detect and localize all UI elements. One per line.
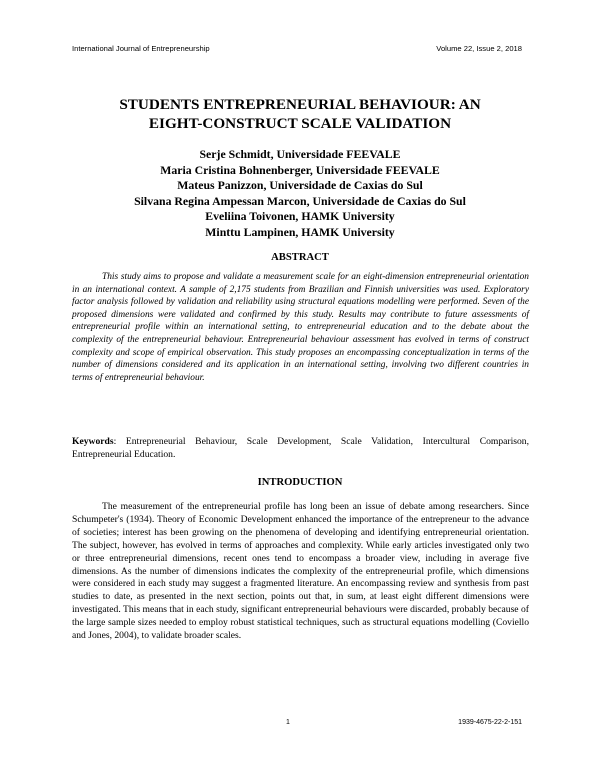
author: Minttu Lampinen, HAMK University	[205, 224, 395, 239]
author: Eveliina Toivonen, HAMK University	[205, 209, 395, 223]
issn-footer: 1939-4675-22-2-151	[458, 719, 522, 726]
introduction-text: The measurement of the entrepreneurial profile has long been an issue of debate among researchers. Since Schumpeter's (1934). Theory of Economic Development enhanced the importance of the entrepreneur to the advance of societies; interest has been growing on the phenomena of developing and identifying entrepreneurial orientation. The subject, however, has evolved in terms of approaches and complexity. While early articles investigated only two or three entrepreneurial dimensions, recent ones tend to encompass a broader view, including in average five dimensions. As the number of dimensions indicates the complexity of the entrepreneurial profile, which dimensions were considered in each study may suggest a fragmented literature. An encompassing review and synthesis from past studies to date, as presented in the next section, points out that, in sum, at least eight different dimensions were investigated. This means that in each study, significant entrepreneurial behaviours were discarded, probably because of the large sample sizes needed to employ robust statistical techniques, such as structural equations modelling (Coviello and Jones, 2004), to validate broader scales.	[72, 501, 529, 642]
author: Silvana Regina Ampessan Marcon, Universidade de Caxias do Sul	[134, 193, 466, 208]
author-list	[60, 147, 540, 240]
introduction-heading: INTRODUCTION	[257, 477, 343, 488]
keywords	[72, 436, 529, 461]
running-header-volume: Volume 22, Issue 2, 2018	[436, 44, 522, 53]
title-line: STUDENTS ENTREPRENEURIAL BEHAVIOUR: AN	[119, 96, 481, 113]
running-header-journal: International Journal of Entrepreneurship	[72, 44, 210, 53]
author: Mateus Panizzon, Universidade de Caxias do Sul	[177, 178, 423, 192]
author: Maria Cristina Bohnenberger, Universidade FEEVALE	[160, 162, 440, 177]
page-number: 1	[286, 719, 290, 726]
paper-title	[60, 95, 540, 133]
title-line: EIGHT-CONSTRUCT SCALE VALIDATION	[148, 115, 452, 132]
keywords-label: Keywords	[72, 436, 114, 447]
keywords-text: : Entrepreneurial Behaviour, Scale Development, Scale Validation, Intercultural Comparison, Entrepreneurial Education.	[72, 436, 529, 460]
abstract-heading: ABSTRACT	[271, 252, 329, 263]
abstract-text: This study aims to propose and validate a measurement scale for an eight-dimension entrepreneurial orientation in an international context. A sample of 2,175 students from Brazilian and Finnish universities was used. Exploratory factor analysis followed by validation and reliability using structural equations modelling were performed. Seven of the proposed dimensions were validated and confirmed by this study. Results may contribute to future assessments of entrepreneurial profile within an international setting, to entrepreneurial education and to the debate about the complexity of the entrepreneurial behaviour. Entrepreneurial behaviour assessment has evolved in terms of construct complexity and scope of empirical observation. This study proposes an encompassing conceptualization in terms of the number of dimensions considered and its application in an international setting, involving two different countries in terms of entrepreneurial behaviour.	[72, 272, 529, 383]
author: Serje Schmidt, Universidade FEEVALE	[199, 147, 401, 161]
